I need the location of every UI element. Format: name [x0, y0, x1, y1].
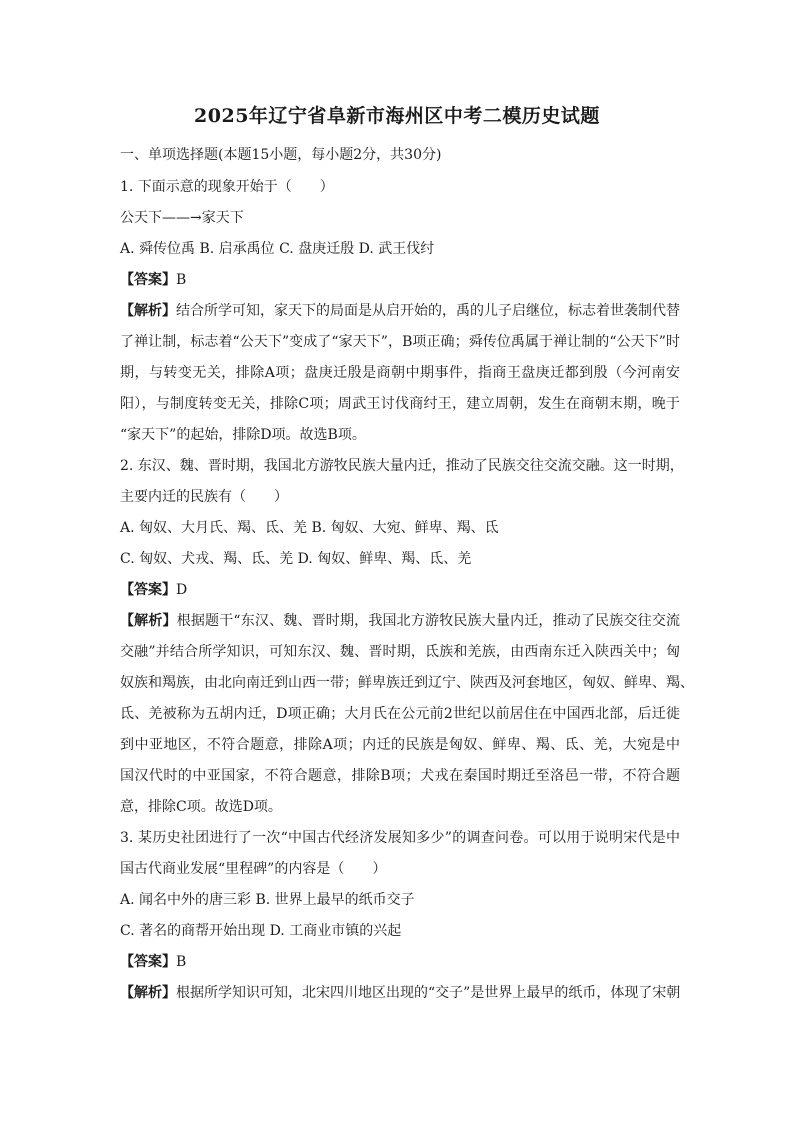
question-1-analysis-line: 期，与转变无关，排除A项；盘庚迁殷是商朝中期事件，指商王盘庚迁都到殷（今河南安: [120, 365, 680, 381]
question-2-stem: 主要内迁的民族有（ ）: [120, 489, 288, 505]
analysis-text: 根据题干“东汉、魏、晋时期，我国北方游牧民族大量内迁，推动了民族交往交流: [176, 613, 681, 629]
question-2-analysis-line: 到中亚地区，不符合题意，排除A项；内迁的民族是匈奴、鲜卑、羯、氐、羌，大宛是中: [120, 737, 680, 753]
question-1-diagram-text: 公天下——→家天下: [120, 210, 244, 226]
question-2-analysis-line: 奴族和羯族，由北向南迁到山西一带；鲜卑族迁到辽宁、陕西及河套地区，匈奴、鲜卑、羯、: [120, 675, 694, 691]
question-2-analysis-line: 意，排除C项。故选D项。: [120, 799, 282, 815]
question-3-answer: [120, 952, 680, 972]
question-1-analysis-line: “家天下”的起始，排除D项。故选B项。: [120, 427, 366, 443]
analysis-text: 根据所学知识可知，北宋四川地区出现的“交子”是世界上最早的纸币，体现了宋朝: [176, 985, 681, 1001]
question-2-answer: [120, 580, 680, 600]
question-1-analysis-line: [120, 301, 680, 321]
answer-tag: 【答案】: [120, 954, 176, 970]
analysis-tag: 【解析】: [120, 613, 177, 629]
analysis-tag: 【解析】: [120, 303, 176, 319]
analysis-tag: 【解析】: [120, 985, 176, 1001]
question-3-stem: 国古代商业发展“里程碑”的内容是（ ）: [120, 861, 387, 877]
answer-value: B: [176, 954, 187, 970]
question-2-analysis-line: 氐、羌被称为五胡内迁，D项正确；大月氏在公元前2世纪以前居住在中国西北部，后迁徙: [120, 706, 680, 722]
question-2-options: C. 匈奴、犬戎、羯、氐、羌 D. 匈奴、鲜卑、羯、氐、羌: [120, 551, 472, 567]
question-2-analysis-line: 国汉代时的中亚国家，不符合题意，排除B项；犬戎在秦国时期迁至洛邑一带，不符合题: [120, 768, 680, 784]
question-3-options: C. 著名的商帮开始出现 D. 工商业市镇的兴起: [120, 923, 402, 939]
question-1-analysis-line: 了禅让制，标志着“公天下”变成了“家天下”，B项正确；舜传位禹属于禅让制的“公天下”时: [120, 334, 680, 350]
question-1-stem: 1. 下面示意的现象开始于（ ）: [120, 179, 334, 195]
question-1-options: A. 舜传位禹 B. 启承禹位 C. 盘庚迁殷 D. 武王伐纣: [120, 241, 435, 257]
page-title: 2025年辽宁省阜新市海州区中考二模历史试题: [194, 105, 600, 127]
question-1-analysis-line: 阳），与制度转变无关，排除C项；周武王讨伐商纣王，建立周朝，发生在商朝末期，晚于: [120, 396, 680, 412]
analysis-text: 结合所学可知，家天下的局面是从启开始的，禹的儿子启继位，标志着世袭制代替: [176, 303, 680, 319]
question-3-options: A. 闻名中外的唐三彩 B. 世界上最早的纸币交子: [120, 892, 415, 908]
answer-tag: 【答案】: [120, 582, 176, 598]
question-2-analysis-line: [120, 611, 680, 631]
question-3-analysis-line: [120, 983, 680, 1003]
question-2-options: A. 匈奴、大月氏、羯、氐、羌 B. 匈奴、大宛、鲜卑、羯、氐: [120, 520, 499, 536]
answer-tag: 【答案】: [120, 272, 176, 288]
question-2-analysis-line: 交融”并结合所学知识，可知东汉、魏、晋时期，氐族和羌族，由西南东迁入陕西关中；匈: [120, 644, 680, 660]
answer-value: B: [176, 272, 187, 288]
answer-value: D: [176, 582, 188, 598]
question-1-answer: [120, 270, 680, 290]
section-heading: 一、单项选择题(本题15小题，每小题2分，共30分): [120, 147, 442, 163]
question-3-stem: 3. 某历史社团进行了一次“中国古代经济发展知多少”的调查问卷。可以用于说明宋代是中: [120, 830, 680, 846]
question-2-stem: 2. 东汉、魏、晋时期，我国北方游牧民族大量内迁，推动了民族交往交流交融。这一时期，: [120, 458, 684, 474]
